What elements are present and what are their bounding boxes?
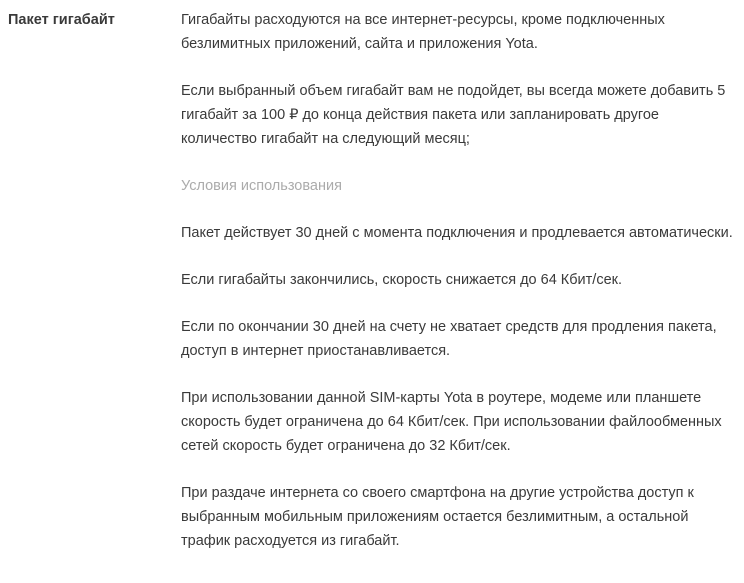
paragraph-add-gigabytes: Если выбранный объем гигабайт вам не подойдет, вы всегда можете добавить 5 гигабайт за 100 ₽ до конца действия пакета или запланировать другое количество гигабайт на следующий месяц; bbox=[181, 83, 726, 147]
paragraph-tethering: При раздаче интернета со своего смартфона на другие устройства доступ к выбранным мобильным приложениям остается безлимитным, а остальной трафик расходуется из гигабайт. bbox=[181, 485, 694, 549]
paragraph-package-duration: Пакет действует 30 дней с момента подключения и продлевается автоматически. bbox=[181, 225, 733, 241]
content-column bbox=[181, 8, 733, 553]
paragraph-speed-reduction: Если гигабайты закончились, скорость снижается до 64 Кбит/сек. bbox=[181, 272, 623, 288]
row-label-package-gigabytes: Пакет гигабайт bbox=[8, 12, 115, 28]
paragraph-sim-in-router: При использовании данной SIM-карты Yota в роутере, модеме или планшете скорость будет ограничена до 64 Кбит/сек. При использовании файлообменных сетей скорость будет ограничена до 32 Кбит/сек. bbox=[181, 390, 722, 454]
paragraph-insufficient-funds: Если по окончании 30 дней на счету не хватает средств для продления пакета, доступ в интернет приостанавливается. bbox=[181, 319, 717, 359]
section-subheading-usage-terms: Условия использования bbox=[181, 178, 342, 194]
label-column bbox=[8, 8, 181, 32]
paragraph-gigabytes-usage: Гигабайты расходуются на все интернет-ресурсы, кроме подключенных безлимитных приложений, сайта и приложения Yota. bbox=[181, 12, 665, 52]
